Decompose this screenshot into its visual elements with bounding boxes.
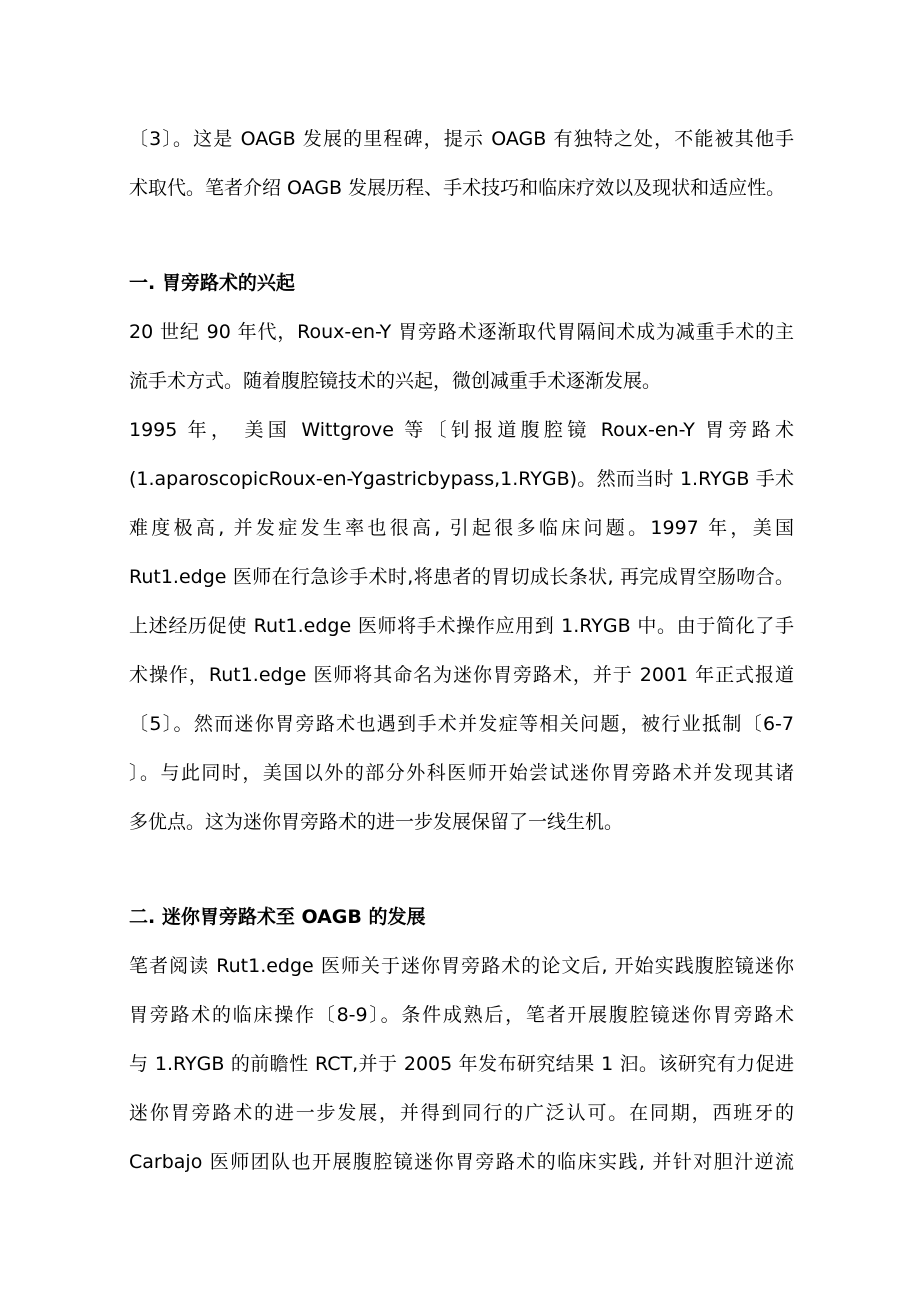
section-1-line-4: (1.aparoscopicRoux-en-Ygastricbypass,1.RYGB)。然而当时 1.RYGB 手术: [129, 468, 794, 490]
section-2-line-2: 胃旁路术的临床操作〔8-9〕。条件成熟后，笔者开展腹腔镜迷你胃旁路术: [129, 1004, 794, 1026]
section-1-line-9: 〔5〕。然而迷你胃旁路术也遇到手术并发症等相关问题，被行业抵制〔6-7: [129, 713, 794, 735]
section-1-heading: 一. 胃旁路术的兴起: [129, 272, 295, 294]
section-1-line-1: 20 世纪 90 年代，Roux-en-Y 胃旁路术逐渐取代胃隔间术成为减重手术的主: [129, 321, 794, 343]
section-1-line-10: 〕。与此同时，美国以外的部分外科医师开始尝试迷你胃旁路术并发现其诸: [129, 762, 794, 784]
section-1-line-8: 术操作，Rut1.edge 医师将其命名为迷你胃旁路术，并于 2001 年正式报道: [129, 664, 794, 686]
section-2-line-4: 迷你胃旁路术的进一步发展，并得到同行的广泛认可。在同期，西班牙的: [129, 1102, 794, 1124]
section-2-line-3: 与 1.RYGB 的前瞻性 RCT,并于 2005 年发布研究结果 1 汩。该研究有力促进: [129, 1053, 794, 1075]
section-1-line-6: Rut1.edge 医师在行急诊手术时,将患者的胃切成长条状, 再完成胃空肠吻合。: [129, 566, 794, 588]
section-2-line-1: 笔者阅读 Rut1.edge 医师关于迷你胃旁路术的论文后, 开始实践腹腔镜迷你: [129, 955, 794, 977]
section-1-line-7: 上述经历促使 Rut1.edge 医师将手术操作应用到 1.RYGB 中。由于简化了手: [129, 615, 794, 637]
section-2-heading: 二. 迷你胃旁路术至 OAGB 的发展: [129, 906, 426, 928]
section-1-line-2: 流手术方式。随着腹腔镜技术的兴起，微创减重手术逐渐发展。: [129, 370, 662, 392]
intro-line-1: 〔3〕。这是 OAGB 发展的里程碑，提示 OAGB 有独特之处，不能被其他手: [129, 128, 794, 150]
section-1-line-11: 多优点。这为迷你胃旁路术的进一步发展保留了一线生机。: [129, 811, 624, 833]
section-1-line-3: 1995 年， 美国 Wittgrove 等〔钊报道腹腔镜 Roux-en-Y 胃旁路术: [129, 419, 794, 441]
section-2-line-5: Carbajo 医师团队也开展腹腔镜迷你胃旁路术的临床实践, 并针对胆汁逆流: [129, 1151, 794, 1173]
section-1-line-5: 难度极高, 并发症发生率也很高, 引起很多临床问题。1997 年，美国: [129, 517, 794, 539]
intro-line-2: 术取代。笔者介绍 OAGB 发展历程、手术技巧和临床疗效以及现状和适应性。: [129, 177, 786, 199]
